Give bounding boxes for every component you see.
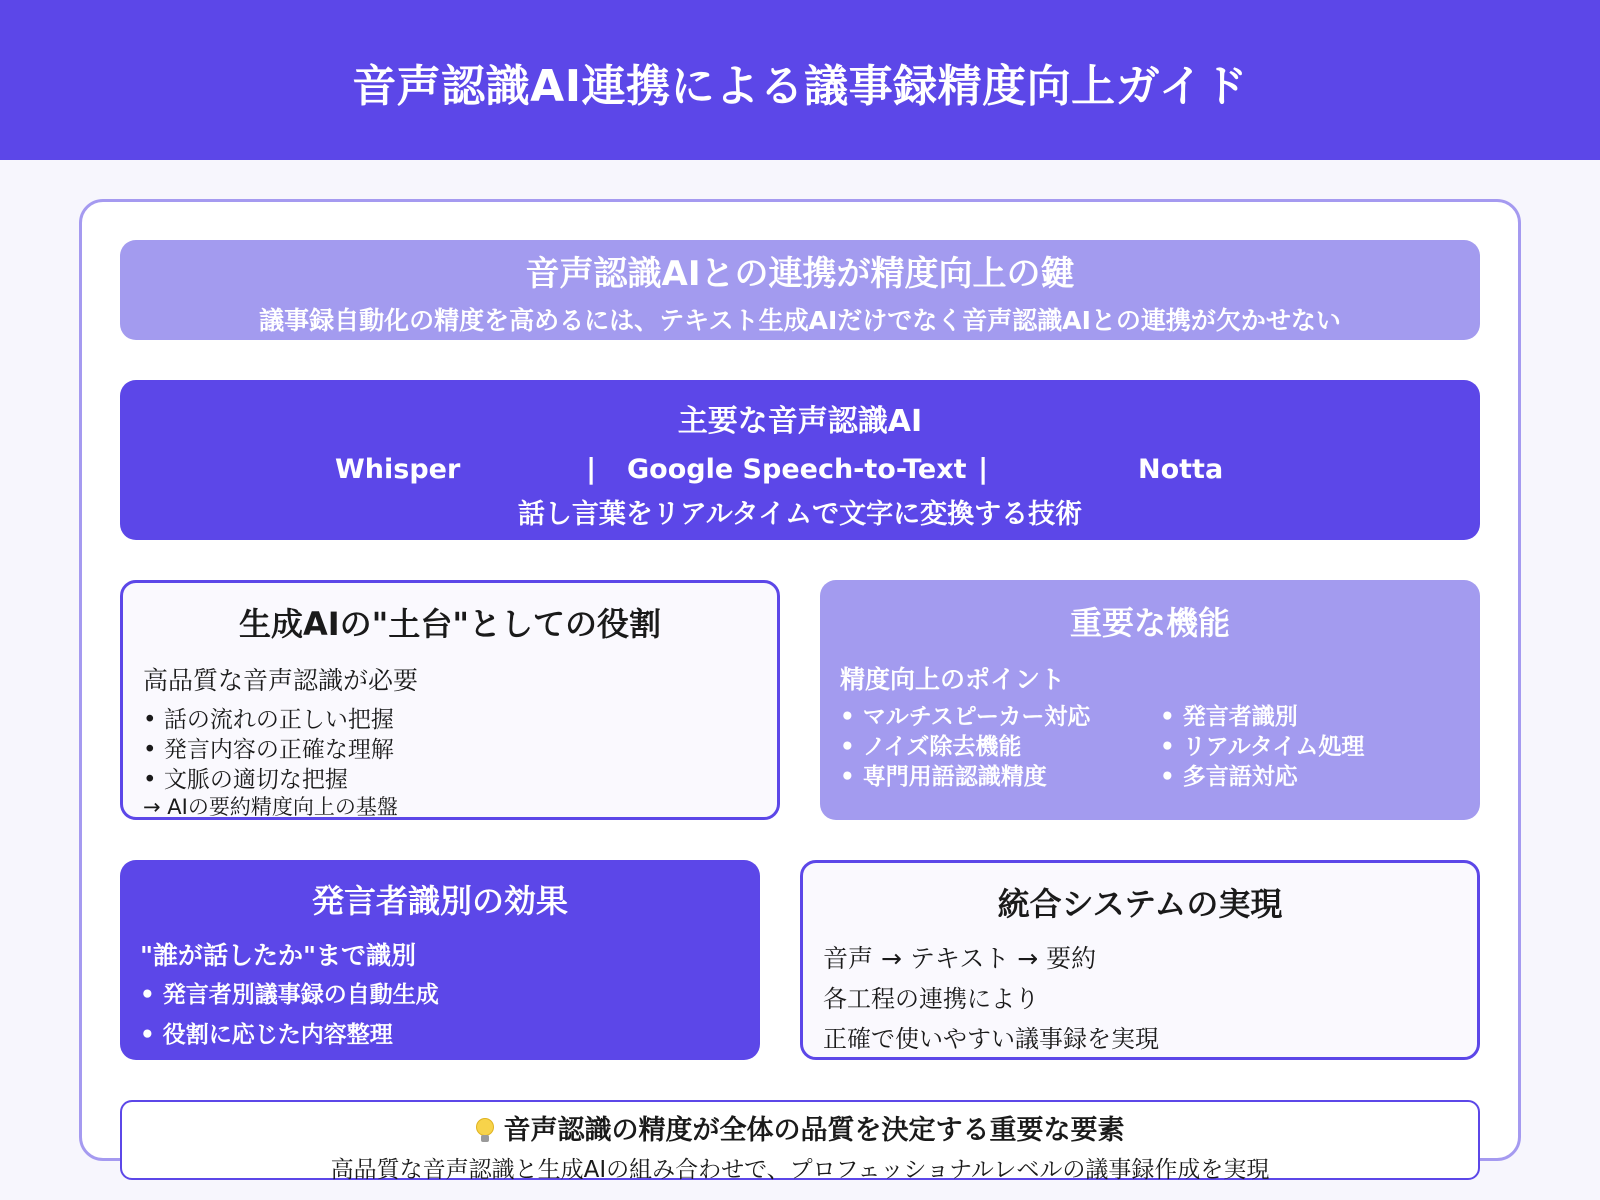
feature-item: • リアルタイム処理 — [1160, 734, 1365, 760]
role-card — [120, 580, 780, 820]
features-card-title: 重要な機能 — [1069, 604, 1230, 642]
role-card-title: 生成AIの"土台"としての役割 — [238, 605, 662, 643]
integration-card — [800, 860, 1480, 1060]
main-ai-title: 主要な音声認識AI — [677, 404, 923, 439]
integration-flow: 音声 → テキスト → 要約 — [823, 944, 1097, 973]
ai-item-notta: Notta — [1138, 454, 1224, 485]
ai-separator: | — [978, 452, 989, 485]
speaker-card-title: 発言者識別の効果 — [311, 882, 568, 920]
role-card-lead: 高品質な音声認識が必要 — [143, 666, 419, 695]
feature-item: • 専門用語認識精度 — [840, 764, 1047, 790]
lightbulb-icon — [476, 1118, 494, 1142]
footer-subtitle: 高品質な音声認識と生成AIの組み合わせで、プロフェッショナルレベルの議事録作成を実現 — [330, 1157, 1270, 1183]
main-ai-description: 話し言葉をリアルタイムで文字に変換する技術 — [517, 499, 1083, 530]
page-title: 音声認識AI連携による議事録精度向上ガイド — [352, 61, 1248, 112]
key-banner — [120, 240, 1480, 340]
integration-line: 正確で使いやすい議事録を実現 — [823, 1025, 1159, 1053]
role-bullet: • 話の流れの正しい把握 — [143, 707, 394, 733]
feature-item: • 発言者識別 — [1160, 704, 1298, 730]
speaker-card — [120, 860, 760, 1060]
ai-separator: | — [586, 452, 597, 485]
speaker-bullet: • 発言者別議事録の自動生成 — [140, 982, 439, 1008]
integration-line: 各工程の連携により — [823, 985, 1039, 1013]
role-conclusion: → AIの要約精度向上の基盤 — [143, 795, 398, 819]
key-title: 音声認識AIとの連携が精度向上の鍵 — [525, 254, 1075, 294]
feature-item: • 多言語対応 — [1160, 764, 1298, 790]
feature-item: • ノイズ除去機能 — [840, 734, 1022, 760]
role-bullet: • 文脈の適切な把握 — [143, 767, 348, 793]
features-card — [820, 580, 1480, 820]
speaker-card-lead: "誰が話したか"まで識別 — [140, 941, 417, 970]
role-bullet: • 発言内容の正確な理解 — [143, 737, 394, 763]
page-header — [0, 0, 1600, 160]
main-ai-panel — [120, 380, 1480, 540]
features-subtitle: 精度向上のポイント — [840, 665, 1066, 694]
footer-title: 音声認識の精度が全体の品質を決定する重要な要素 — [503, 1115, 1125, 1146]
ai-item-whisper: Whisper — [335, 454, 461, 485]
ai-item-google: Google Speech-to-Text — [627, 454, 967, 485]
key-subtitle: 議事録自動化の精度を高めるには、テキスト生成AIだけでなく音声認識AIとの連携が欠かせない — [259, 306, 1341, 335]
footer-banner — [120, 1100, 1480, 1183]
feature-item: • マルチスピーカー対応 — [840, 704, 1091, 730]
speaker-bullet: • 役割に応じた内容整理 — [140, 1022, 393, 1048]
integration-card-title: 統合システムの実現 — [997, 885, 1283, 923]
